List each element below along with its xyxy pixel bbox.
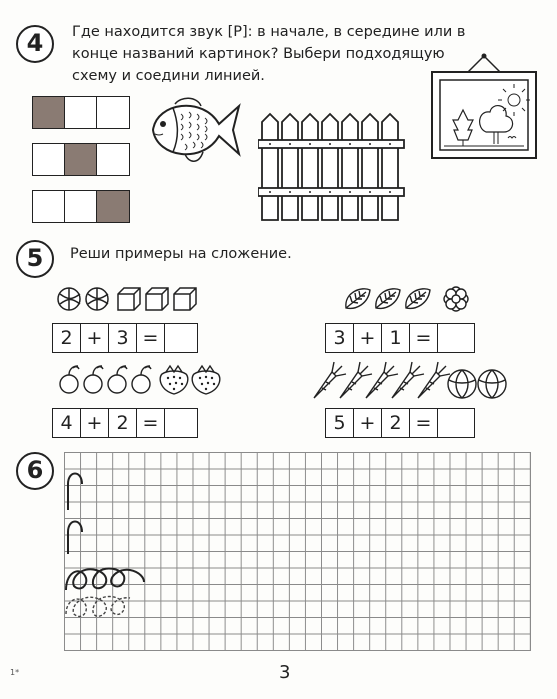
plus-sign: + (354, 409, 382, 437)
equals-sign: = (410, 324, 438, 352)
carrot-icon (366, 362, 398, 398)
carrot-icon (418, 362, 450, 398)
second-addend: 2 (109, 409, 137, 437)
second-addend: 2 (382, 409, 410, 437)
task-number-badge: 5 (16, 240, 54, 278)
answer-box[interactable] (438, 324, 474, 352)
strawberry-icon (192, 366, 220, 394)
task-number-badge: 6 (16, 452, 54, 490)
scheme-cell (97, 97, 129, 128)
first-addend: 5 (326, 409, 354, 437)
equals-sign: = (137, 324, 165, 352)
scheme-cell (33, 144, 65, 175)
cube-icon (174, 288, 196, 310)
leaf-icon (406, 289, 430, 309)
scheme-cell (97, 191, 129, 222)
equals-sign: = (137, 409, 165, 437)
framed-picture[interactable] (428, 52, 540, 162)
answer-box[interactable] (438, 409, 474, 437)
scheme-cell (65, 144, 97, 175)
sound-scheme-end[interactable] (32, 190, 130, 223)
plus-sign: + (81, 324, 109, 352)
plus-sign: + (354, 324, 382, 352)
cube-icon (118, 288, 140, 310)
addition-example-3 (52, 408, 198, 438)
carrot-icon (392, 362, 424, 398)
cherry-icon (60, 366, 79, 393)
addition-example-2 (325, 323, 475, 353)
cherry-icon (108, 366, 127, 393)
fish-picture[interactable] (145, 94, 243, 166)
second-addend: 1 (382, 324, 410, 352)
task-number-badge: 4 (16, 25, 54, 63)
task-text-line: схему и соедини линией. (72, 68, 265, 84)
scheme-cell (33, 97, 65, 128)
fence-picture[interactable] (258, 112, 408, 224)
sound-scheme-start[interactable] (32, 96, 130, 129)
ball-icon (58, 288, 80, 310)
task-text: Реши примеры на сложение. (70, 246, 292, 262)
carrot-icon (314, 362, 346, 398)
equals-sign: = (410, 409, 438, 437)
scheme-cell (65, 97, 97, 128)
plus-sign: + (81, 409, 109, 437)
example-icons-cherries-strawberries (58, 364, 228, 396)
cube-icon (146, 288, 168, 310)
task-text-line: конце названий картинок? Выбери подходящую (72, 46, 445, 62)
cabbage-icon (478, 370, 506, 398)
corner-mark: 1* (10, 668, 20, 677)
addition-example-4 (325, 408, 475, 438)
scheme-cell (33, 191, 65, 222)
first-addend: 2 (53, 324, 81, 352)
cherry-icon (132, 366, 151, 393)
second-addend: 3 (109, 324, 137, 352)
leaf-icon (346, 289, 370, 309)
ball-icon (86, 288, 108, 310)
sound-scheme-middle[interactable] (32, 143, 130, 176)
answer-box[interactable] (165, 324, 197, 352)
flower-icon (444, 287, 468, 311)
scheme-cell (65, 191, 97, 222)
first-addend: 3 (326, 324, 354, 352)
leaf-icon (376, 289, 400, 309)
first-addend: 4 (53, 409, 81, 437)
task-text-line: Где находится звук [Р]: в начале, в середине или в (72, 24, 466, 40)
page-number: 3 (279, 662, 291, 683)
scheme-cell (97, 144, 129, 175)
carrot-icon (340, 362, 372, 398)
cherry-icon (84, 366, 103, 393)
addition-example-1 (52, 323, 198, 353)
writing-pattern-samples (60, 462, 180, 642)
answer-box[interactable] (165, 409, 197, 437)
example-icons-balls-cubes (56, 284, 206, 314)
strawberry-icon (160, 366, 188, 394)
example-icons-carrots-cabbages (312, 360, 508, 400)
cabbage-icon (448, 370, 476, 398)
example-icons-leaves-flower (342, 284, 472, 314)
